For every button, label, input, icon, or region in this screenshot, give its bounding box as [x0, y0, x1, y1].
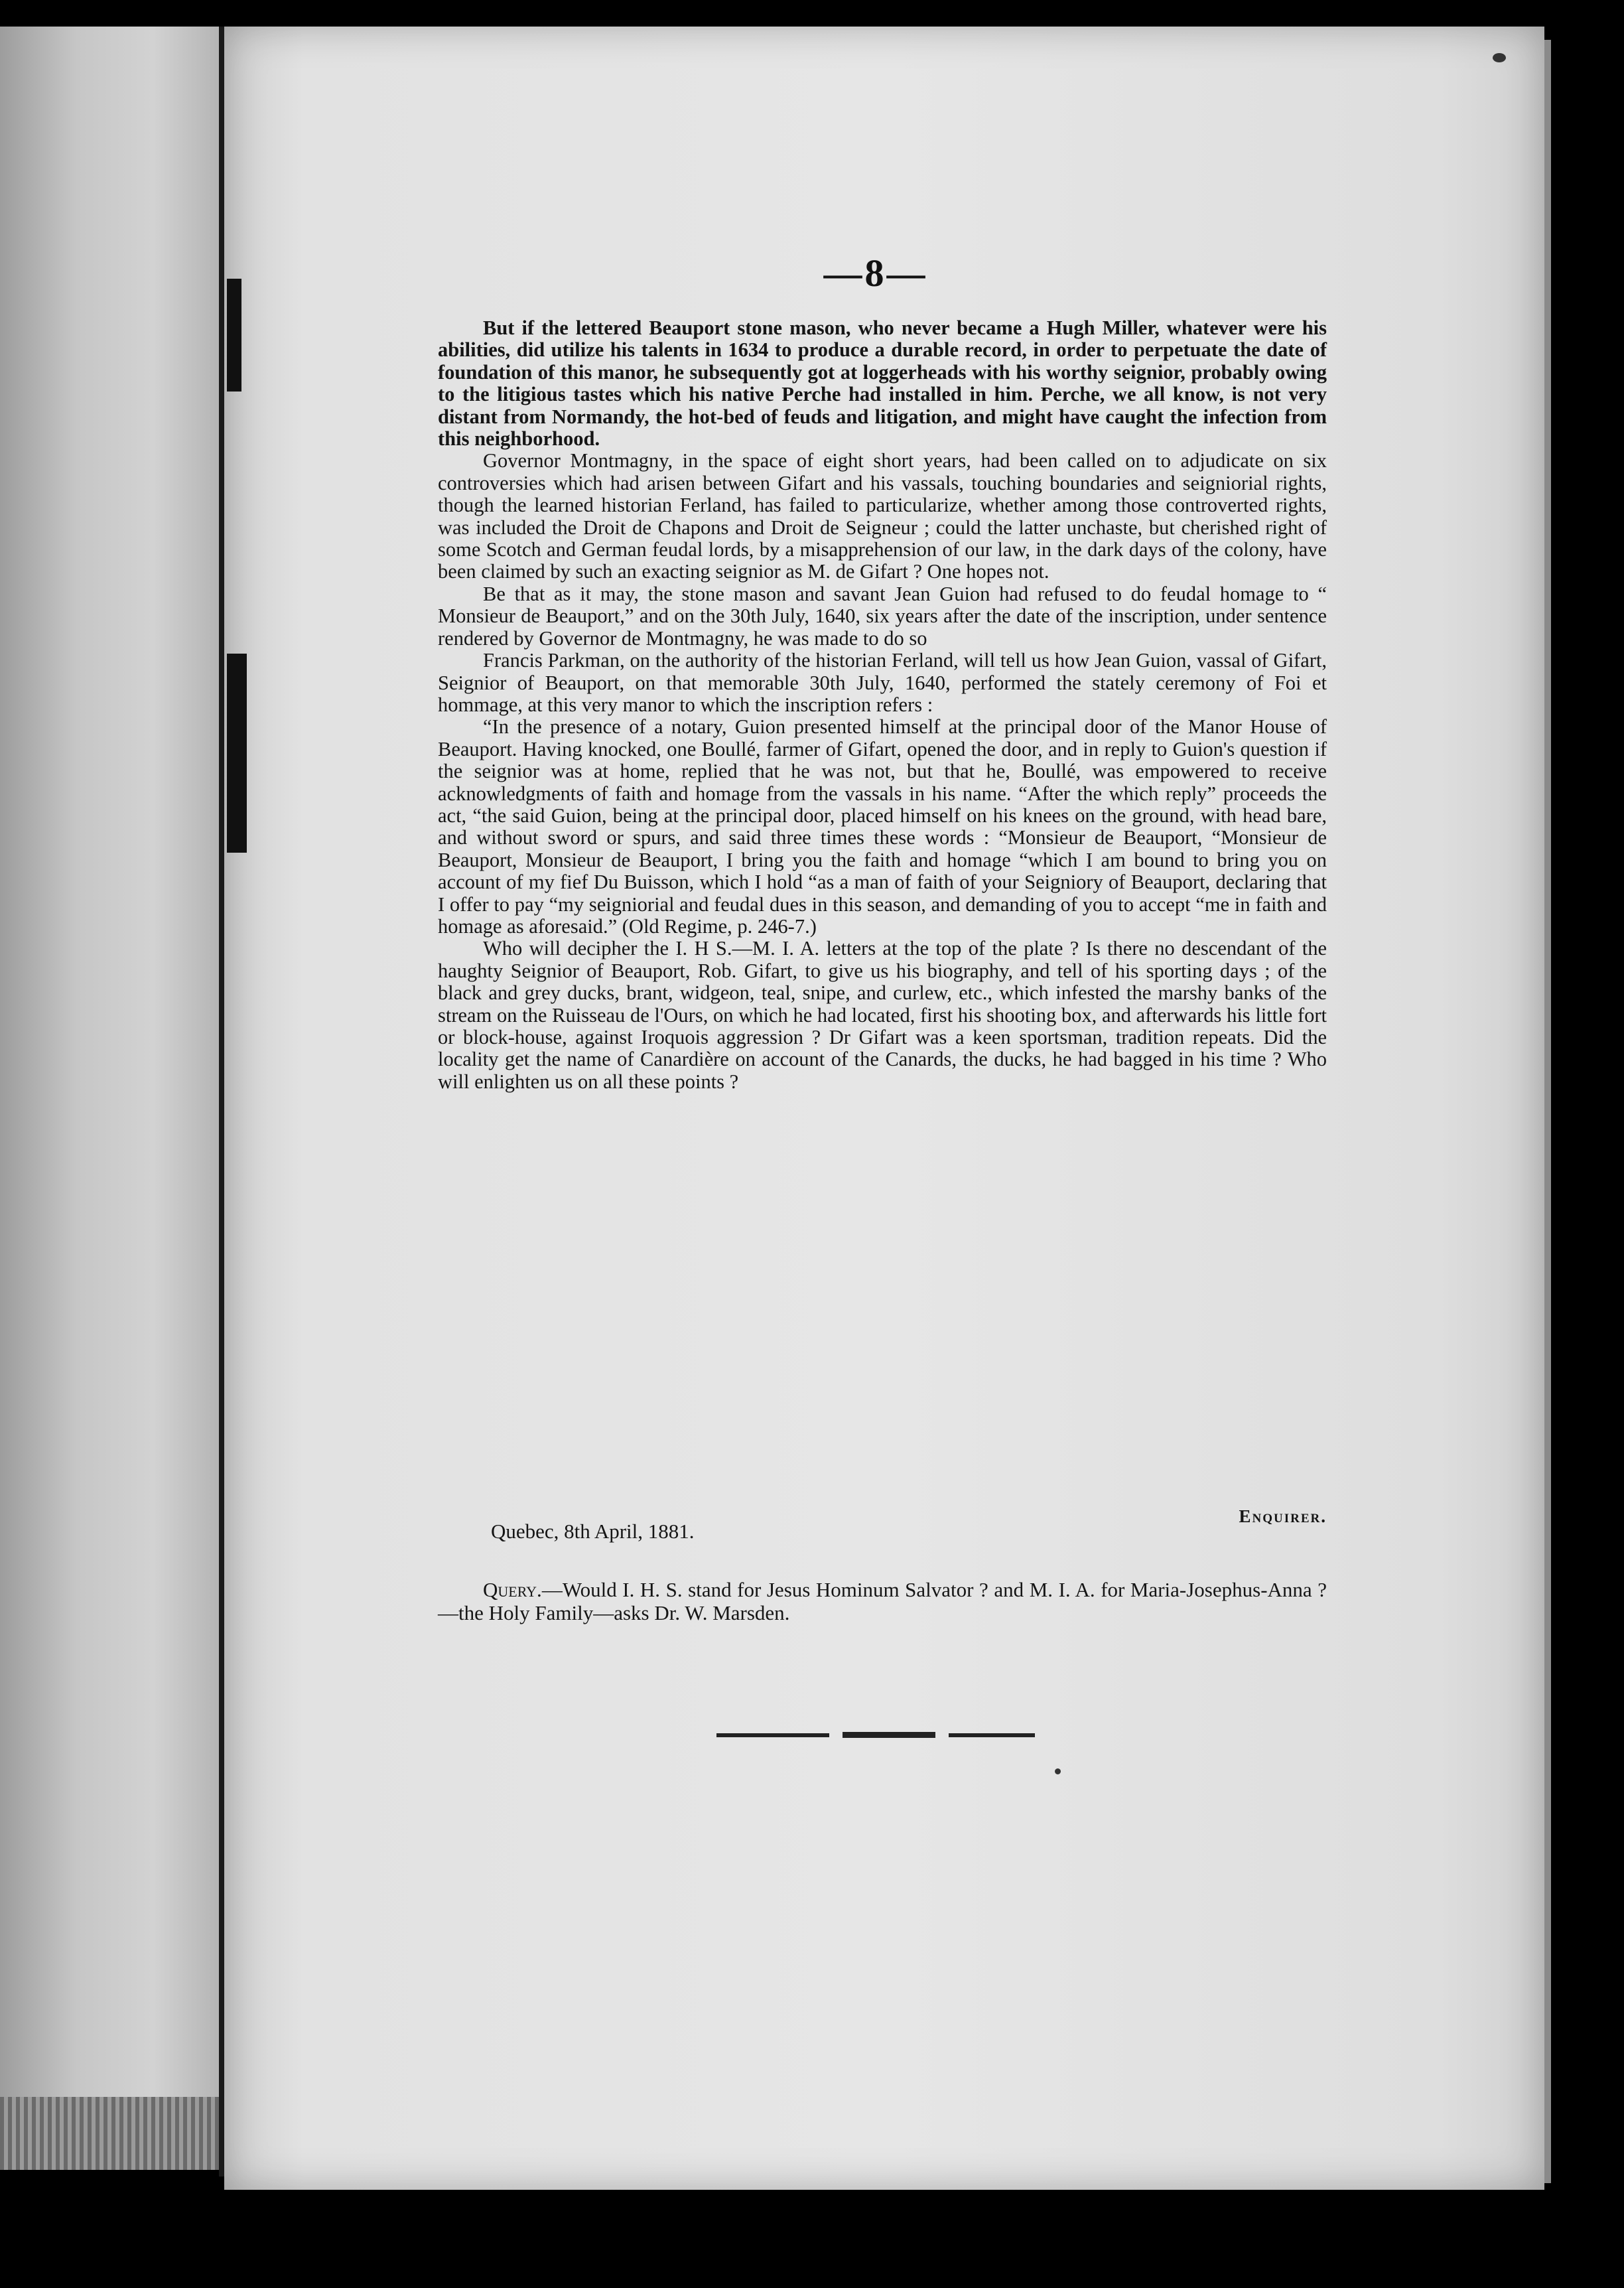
binding-mark	[227, 654, 247, 853]
decorative-rule	[843, 1732, 935, 1738]
query-note	[438, 1578, 1327, 1624]
ink-speck	[1493, 53, 1506, 62]
binding-gutter	[219, 27, 224, 2177]
decorative-rule	[949, 1733, 1035, 1737]
ink-speck	[1055, 1768, 1061, 1774]
decorative-rule	[716, 1733, 829, 1737]
article-body	[438, 317, 1327, 1093]
binding-mark	[227, 279, 241, 392]
paragraph: “In the presence of a notary, Guion presented himself at the principal door of the Manor House of Beauport. Having knocked, one Boullé, farmer of Gifart, opened the door, and in reply to Guion's question if the seignior was at home, replied that he was not, but that he, Boullé, was empowered to receive acknowledgments of faith and homage from the vassals in his name. “After the which reply” proceeds the act, “the said Guion, being at the principal door, placed himself on his knees on the ground, with head bare, and without sword or spurs, and said three times these words : “Monsieur de Beauport, “Monsieur de Beauport, Monsieur de Beauport, I bring you the faith and homage “which I am bound to bring you on account of my fief Du Buisson, which I hold “as a man of faith of your Seigniory of Beauport, declaring that I offer to pay “my seigniorial and feudal dues in this season, and demanding of you to accept “me in faith and homage as aforesaid.” (Old Regime, p. 246-7.)	[438, 715, 1327, 938]
query-lead: Query.	[483, 1578, 542, 1601]
page-right-edge	[1544, 40, 1551, 2183]
facing-page-edge	[0, 27, 219, 2104]
paragraph: But if the lettered Beauport stone mason, who never became a Hugh Miller, whatever were his abilities, did utilize his talents in 1634 to produce a durable record, in order to perpetuate the date of foundation of this manor, he subsequently got at loggerheads with his worthy seignior, probably owing to the litigious tastes which his native Perche had installed in him. Perche, we all know, is not very distant from Normandy, the hot-bed of feuds and litigation, and might have caught the infection from this neighborhood.	[438, 317, 1327, 451]
signature: Enquirer.	[1239, 1506, 1327, 1526]
page-number: —8—	[823, 251, 928, 295]
facing-page-bottom-strip	[0, 2097, 219, 2170]
query-text: —Would I. H. S. stand for Jesus Hominum Salvator ? and M. I. A. for Maria-Josephus-Anna ?—the Holy Family—asks Dr. W. Marsden.	[438, 1578, 1327, 1624]
dateline: Quebec, 8th April, 1881.	[491, 1520, 695, 1543]
paragraph: Governor Montmagny, in the space of eight short years, had been called on to adjudicate on six controversies which had arisen between Gifart and his vassals, touching boundaries and seigniorial rights, though the learned historian Ferland, has failed to particularize, whether among those controverted rights, was included the Droit de Chapons and Droit de Seigneur ; could the latter unchaste, but cherished right of some Scotch and German feudal lords, by a misapprehension of our law, in the dark days of the colony, have been claimed by such an exacting seignior as M. de Gifart ? One hopes not.	[438, 449, 1327, 583]
paragraph: Who will decipher the I. H S.—M. I. A. letters at the top of the plate ? Is there no descendant of the haughty Seignior of Beauport, Rob. Gifart, to give us his biography, and tell of his sporting days ; of the black and grey ducks, brant, widgeon, teal, snipe, and curlew, etc., which infested the marshy banks of the stream on the Ruisseau de l'Ours, on which he had located, first his shooting box, and afterwards his little fort or block-house, against Iroquois aggression ? Dr Gifart was a keen sportsman, tradition repeats. Did the locality get the name of Canardière on account of the Canards, the ducks, he had bagged in his time ? Who will enlighten us on all these points ?	[438, 937, 1327, 1093]
paragraph: Be that as it may, the stone mason and savant Jean Guion had refused to do feudal homage to “ Monsieur de Beauport,” and on the 30th July, 1640, six years after the date of the inscription, under sentence rendered by Governor de Montmagny, he was made to do so	[438, 582, 1327, 650]
paragraph: Francis Parkman, on the authority of the historian Ferland, will tell us how Jean Guion, vassal of Gifart, Seignior of Beauport, on that memorable 30th July, 1640, performed the stately ceremony of Foi et hommage, at this very manor to which the inscription refers :	[438, 649, 1327, 716]
